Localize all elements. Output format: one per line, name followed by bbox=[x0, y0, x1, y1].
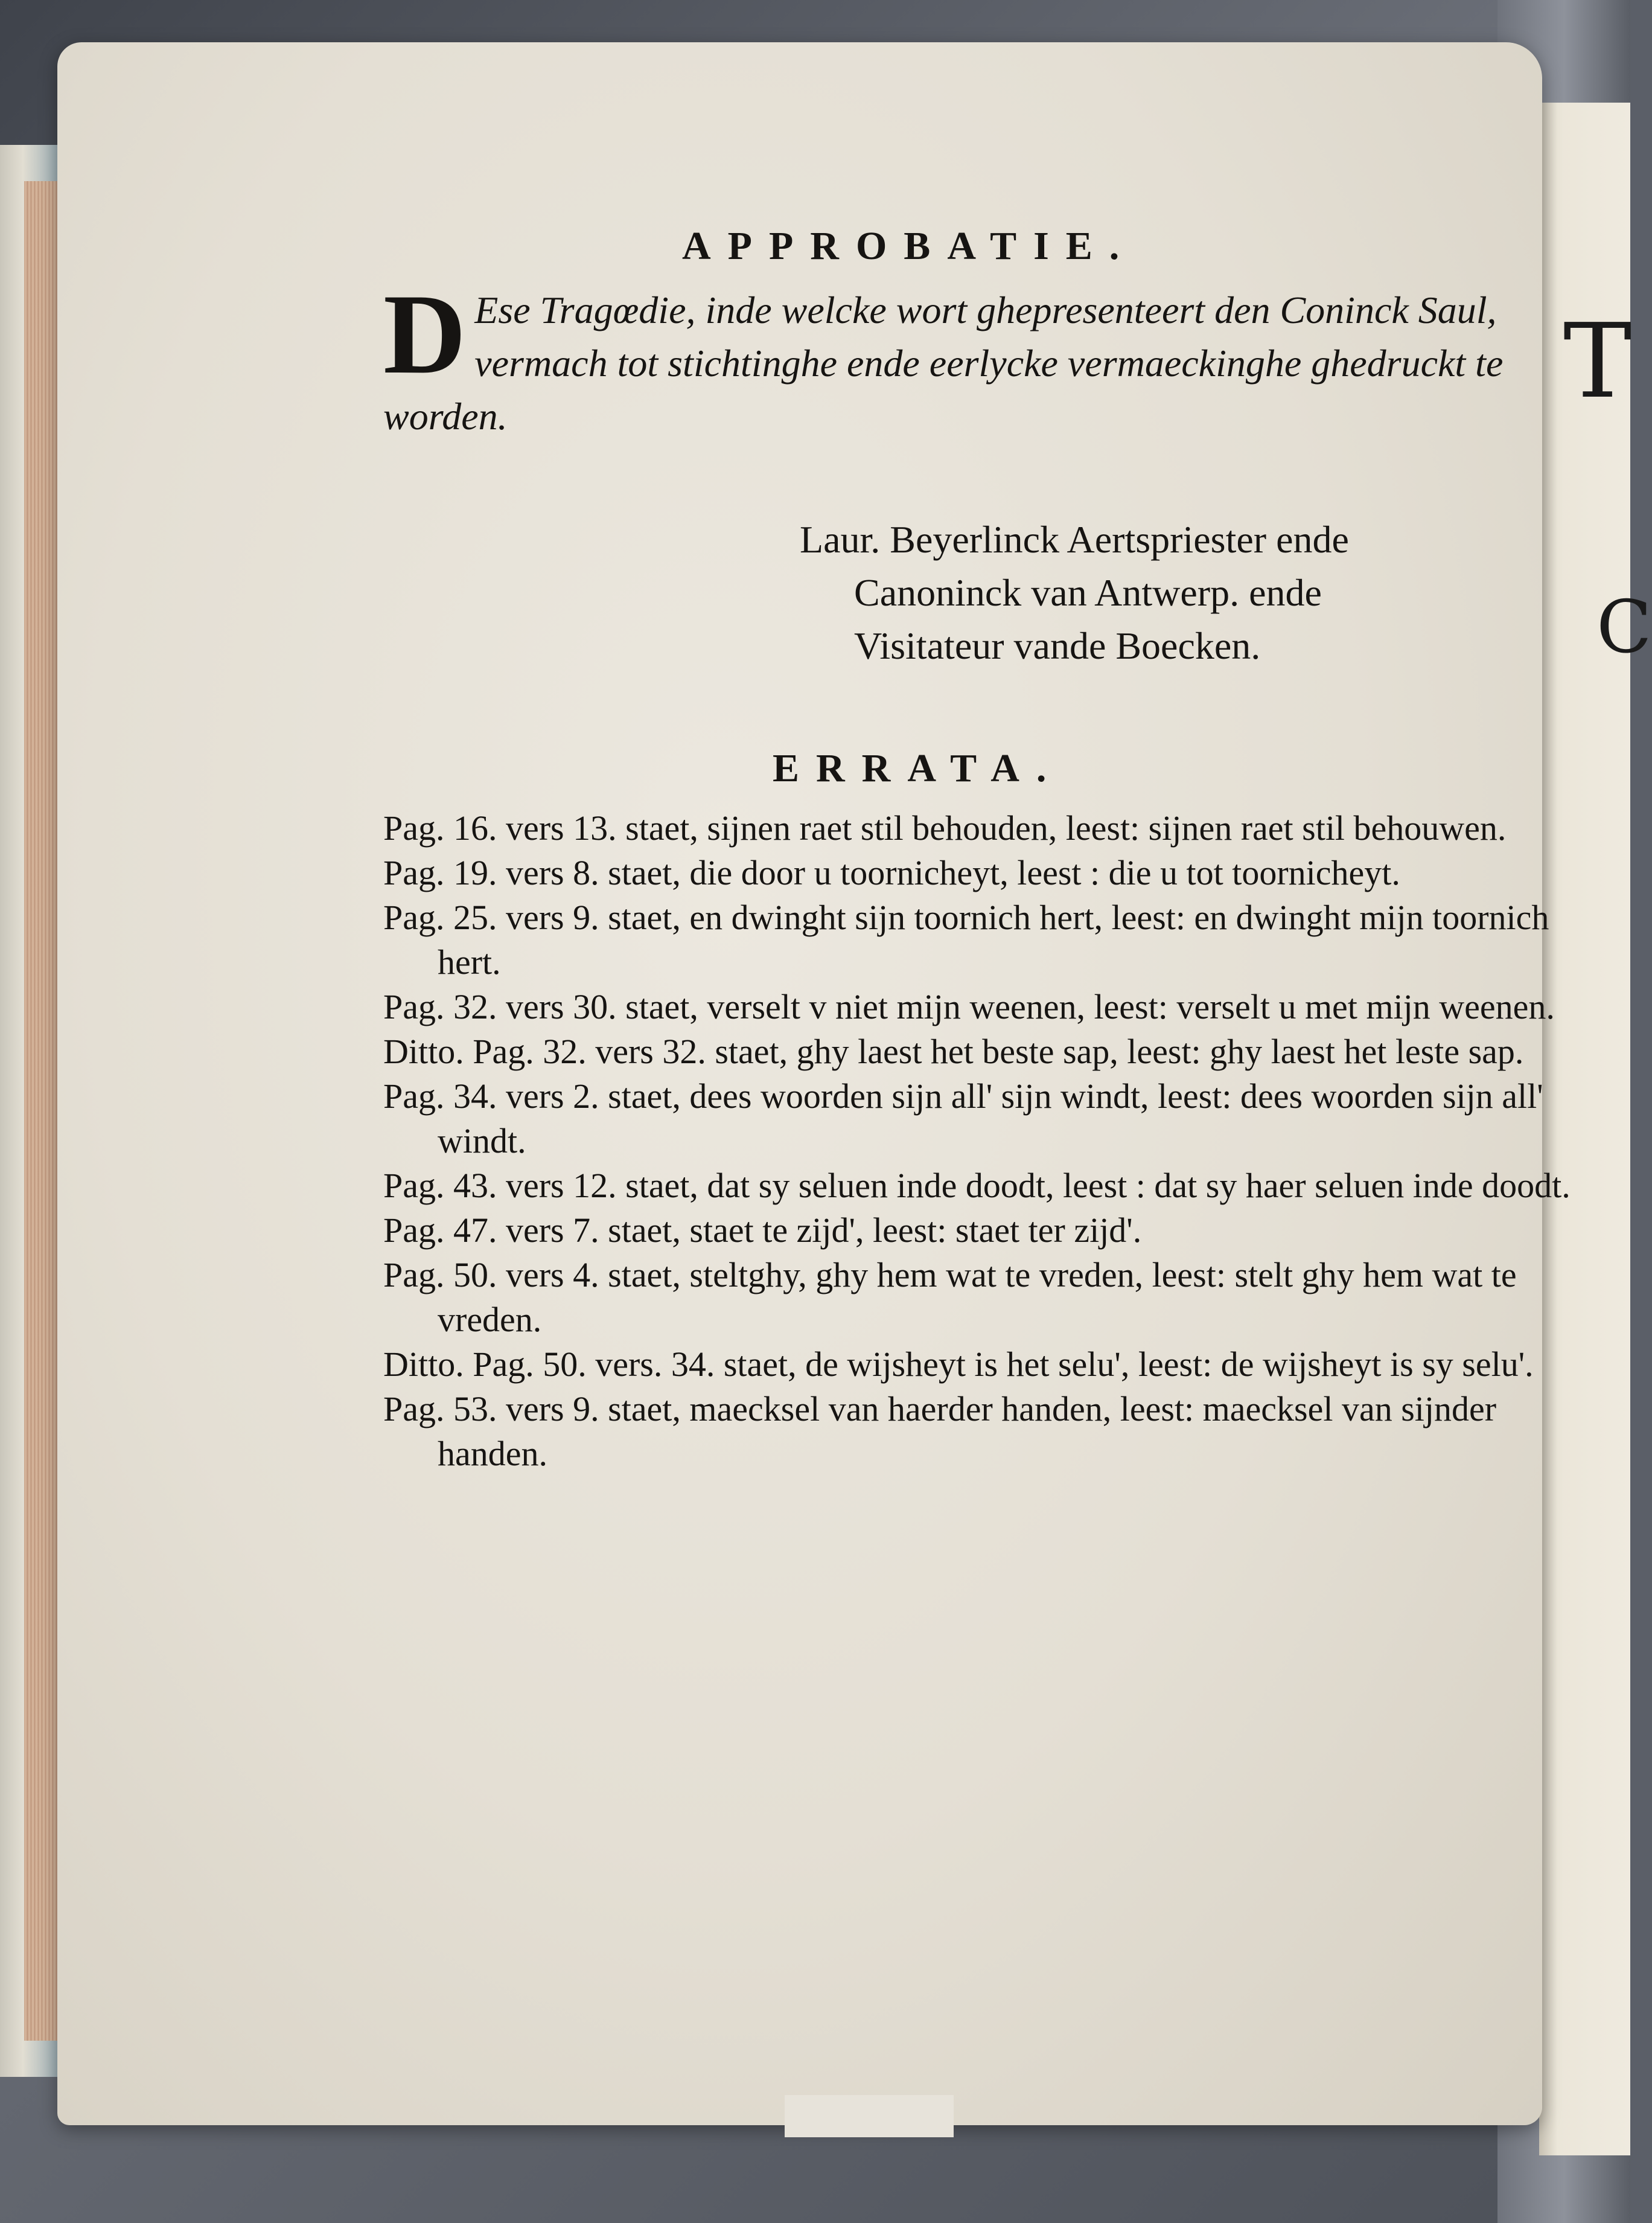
approbatie-heading: APPROBATIE. bbox=[682, 224, 1137, 268]
signature-line: Canoninck van Antwerp. ende bbox=[854, 571, 1322, 614]
errata-entry: Pag. 32. vers 30. staet, verselt v niet mijn weenen, leest: verselt u met mijn weenen. bbox=[383, 987, 1555, 1026]
errata-entry: Pag. 50. vers 4. staet, steltghy, ghy hem wat te vreden, leest: stelt ghy hem wat te vreden. bbox=[383, 1255, 1517, 1339]
drop-cap: D bbox=[383, 271, 467, 398]
errata-list bbox=[383, 806, 1578, 1476]
errata-entry: Pag. 53. vers 9. staet, maecksel van haerder handen, leest: maecksel van sijnder handen. bbox=[383, 1389, 1497, 1473]
approbation-signature bbox=[800, 513, 1349, 673]
approbation-body: Ese Tragœdie, inde welcke wort ghepresenteert den Coninck Saul, vermach tot stichtinghe ende eerlycke vermaeckinghe ghedruckt te worden. bbox=[383, 289, 1504, 438]
errata-entry: Pag. 16. vers 13. staet, sijnen raet stil behouden, leest: sijnen raet stil behouwen. bbox=[383, 808, 1507, 848]
errata-entry: Pag. 19. vers 8. staet, die door u toornicheyt, leest : die u tot toornicheyt. bbox=[383, 853, 1400, 892]
book-page bbox=[57, 42, 1571, 2125]
errata-entry: Pag. 47. vers 7. staet, staet te zijd', leest: staet ter zijd'. bbox=[383, 1211, 1142, 1250]
adjacent-page-glyph-top: T bbox=[1563, 302, 1632, 421]
errata-entry: Pag. 43. vers 12. staet, dat sy seluen inde doodt, leest : dat sy haer seluen inde doodt. bbox=[383, 1166, 1571, 1205]
signature-line: Laur. Beyerlinck Aertspriester ende bbox=[800, 518, 1349, 561]
errata-entry: Ditto. Pag. 32. vers 32. staet, ghy laest het beste sap, leest: ghy laest het leste sap. bbox=[383, 1032, 1524, 1071]
adjacent-page-glyph-bottom: C bbox=[1596, 586, 1652, 670]
errata-entry: Ditto. Pag. 50. vers. 34. staet, de wijsheyt is het selu', leest: de wijsheyt is sy selu'. bbox=[383, 1345, 1534, 1384]
errata-heading: ERRATA. bbox=[773, 746, 1064, 790]
signature-line: Visitateur vande Boecken. bbox=[854, 624, 1261, 667]
approbation-paragraph bbox=[383, 271, 1566, 443]
page-tab bbox=[785, 2095, 954, 2137]
errata-entry: Pag. 25. vers 9. staet, en dwinght sijn toornich hert, leest: en dwinght mijn toornich hert. bbox=[383, 898, 1549, 982]
errata-entry: Pag. 34. vers 2. staet, dees woorden sijn all' sijn windt, leest: dees woorden sijn all' windt. bbox=[383, 1076, 1543, 1160]
